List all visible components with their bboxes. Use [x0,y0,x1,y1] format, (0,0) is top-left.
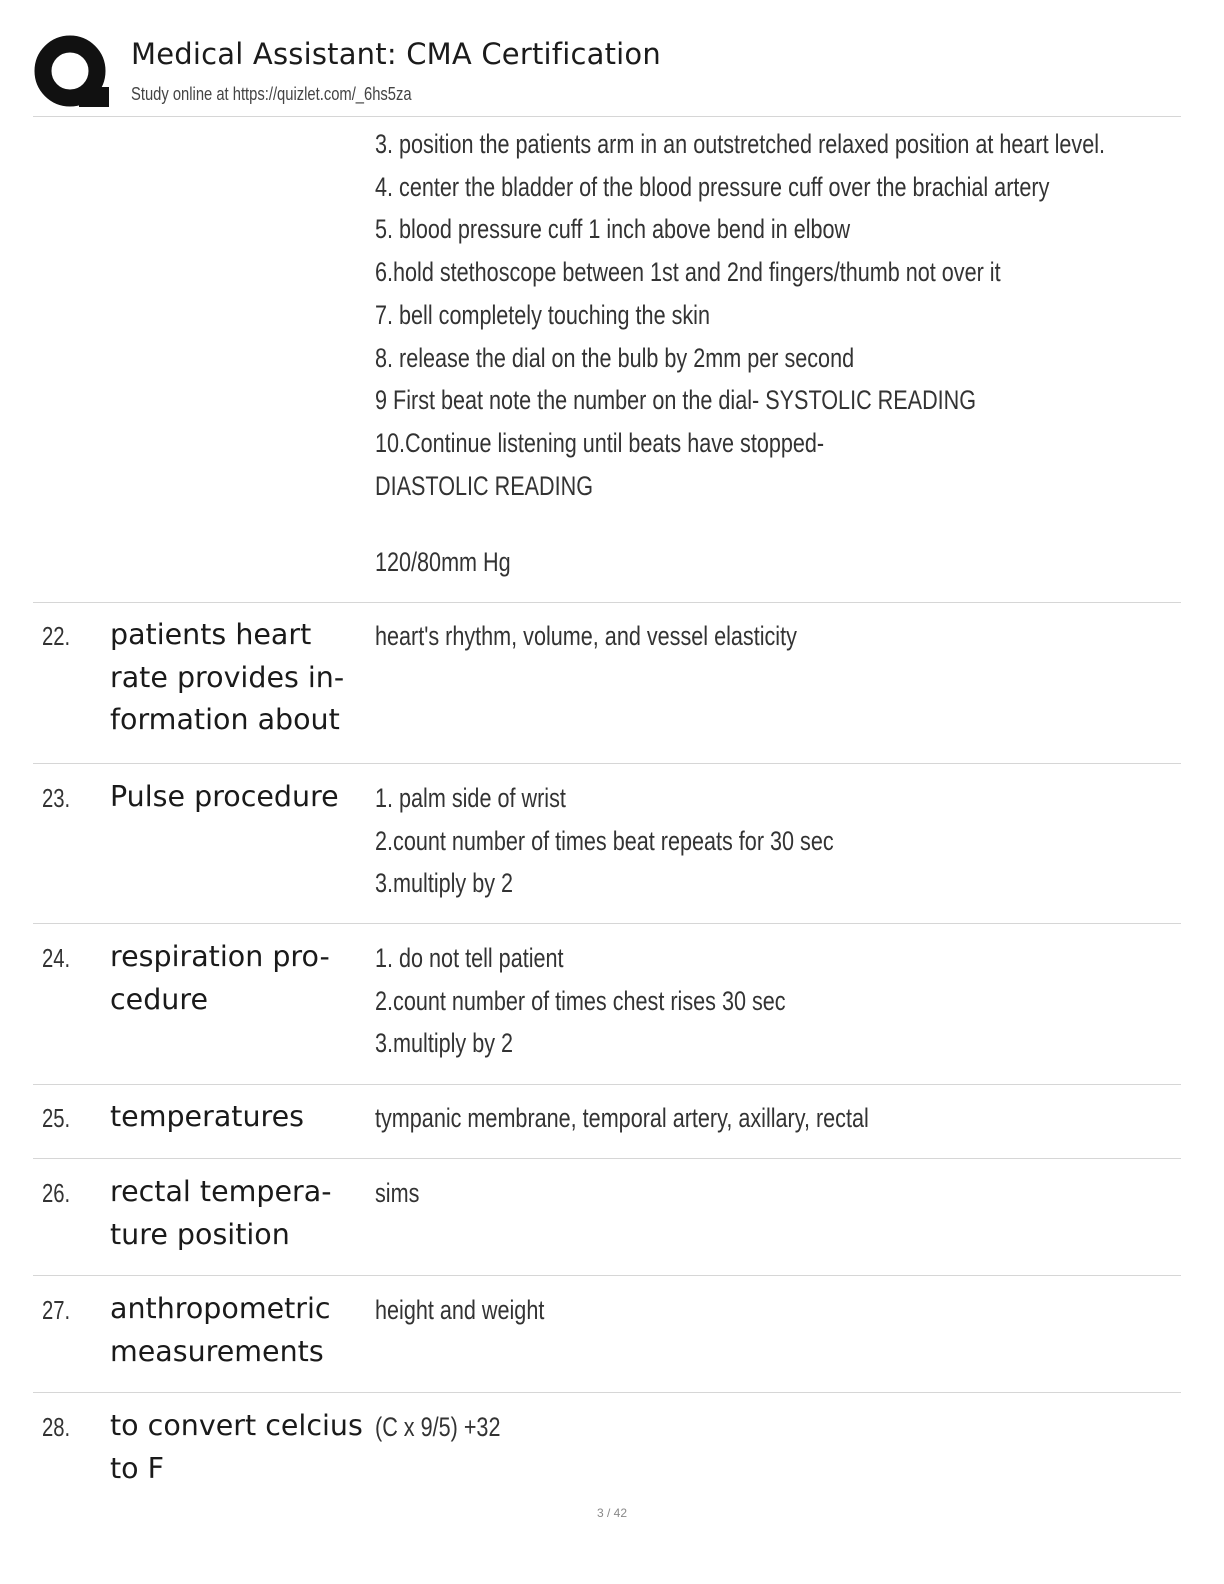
quizlet-logo-icon [33,34,109,110]
card-number: 28. [42,1412,71,1442]
card-term: anthropometric measurements [110,1292,331,1368]
study-online-link[interactable]: Study online at https://quizlet.com/_6hs5za [131,84,412,104]
definition-line: 1. palm side of wrist [375,783,566,813]
definition-line: sims [375,1178,420,1208]
card-27 [33,1276,1181,1393]
definition-line: height and weight [375,1295,545,1325]
definition-line: 120/80mm Hg [375,547,511,578]
card-number: 24. [42,943,71,973]
card-definition [375,1406,1135,1449]
card-number: 27. [42,1295,71,1325]
definition-line: 7. bell completely touching the skin [375,299,710,330]
definition-line: 9 First beat note the number on the dial- SYSTOLIC READING [375,385,977,416]
card-continued [33,117,1181,603]
card-number: 26. [42,1178,71,1208]
definition-line: 4. center the bladder of the blood pressure cuff over the brachial artery [375,171,1050,202]
card-26 [33,1159,1181,1276]
definition-line: 5. blood pressure cuff 1 inch above bend in elbow [375,214,851,245]
definition-line: (C x 9/5) +32 [375,1412,501,1442]
card-definition [375,123,1135,584]
card-22 [33,603,1181,764]
card-23 [33,764,1181,924]
card-term: rectal tempera-ture position [110,1175,332,1251]
definition-line: 1. do not tell patient [375,943,564,973]
definition-line: 8. release the dial on the bulb by 2mm per second [375,342,855,373]
card-definition [375,937,1135,1065]
card-term: Pulse procedure [110,780,339,813]
definition-line: DIASTOLIC READING [375,470,594,501]
card-number: 25. [42,1103,71,1133]
card-term: patients heart rate provides in-formation about [110,618,345,736]
card-28 [33,1393,1181,1503]
card-number: 23. [42,783,71,813]
card-definition [375,1172,1135,1215]
flashcard-list [33,117,1181,1503]
card-term: to convert celcius to F [110,1409,363,1485]
document-title: Medical Assistant: CMA Certification [131,37,661,71]
definition-line: 2.count number of times beat repeats for 30 sec [375,825,834,856]
card-definition [375,1289,1135,1332]
card-term: respiration pro-cedure [110,940,330,1016]
page-number: 3 / 42 [596,1506,628,1520]
card-definition [375,1097,1135,1140]
page-header [33,34,1183,116]
card-definition [375,615,1135,658]
definition-line: heart's rhythm, volume, and vessel elasticity [375,621,797,651]
definition-gap [375,507,1135,541]
card-number: 22. [42,621,71,651]
definition-line: 3.multiply by 2 [375,1028,514,1059]
definition-line: tympanic membrane, temporal artery, axillary, rectal [375,1103,869,1133]
definition-line: 3. position the patients arm in an outstretched relaxed position at heart level. [375,129,1106,159]
card-25 [33,1085,1181,1159]
card-term: temperatures [110,1100,304,1133]
card-24 [33,924,1181,1085]
definition-line: 10.Continue listening until beats have stopped- [375,427,825,458]
definition-line: 6.hold stethoscope between 1st and 2nd fingers/thumb not over it [375,257,1001,288]
card-definition [375,777,1135,905]
definition-line: 3.multiply by 2 [375,868,514,899]
definition-line: 2.count number of times chest rises 30 sec [375,985,786,1016]
